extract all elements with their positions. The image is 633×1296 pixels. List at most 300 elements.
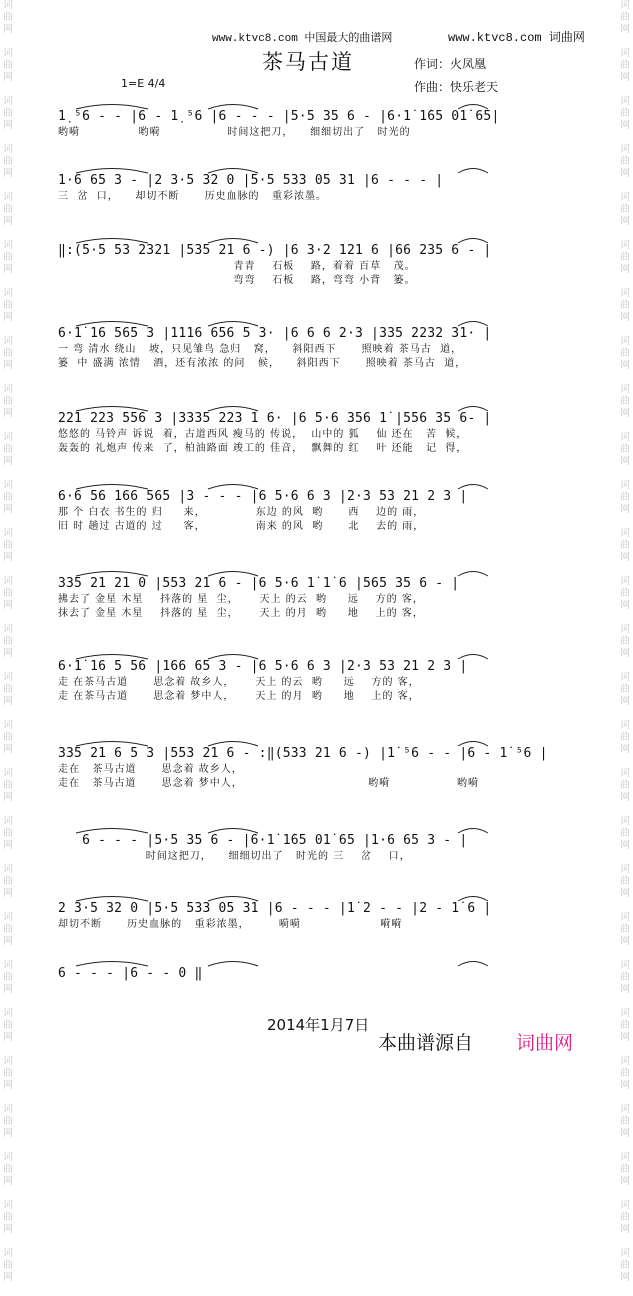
watermark-char: 词 [3,192,13,203]
watermark-char: 网 [3,840,13,851]
watermark-char: 词 [3,768,13,779]
watermark-char: 网 [620,936,630,947]
watermark-gap [2,660,14,672]
watermark-gap [2,1140,14,1152]
score-row [58,575,578,621]
watermark-left [2,0,14,1283]
watermark-char: 词 [620,0,630,11]
notation-line: ‖:(5·5 53 2321 |535 21 6 -) |6 3·2 121 6 |66 235 6 - | [58,243,492,258]
watermark-char: 词 [3,0,13,11]
watermark-char: 曲 [3,1212,13,1223]
slur-arc [458,105,488,110]
watermark-char: 词 [620,624,630,635]
score-row [58,488,578,534]
watermark-gap [2,804,14,816]
score-row [58,242,578,288]
watermark-char: 网 [3,1272,13,1283]
notation-line: 6 - - - |5·5 35 6 - |6·1̇ 1̇65 01̇ 65 |1·6 65 3 - | [58,833,468,848]
watermark-gap [619,372,631,384]
watermark-gap [2,564,14,576]
watermark-gap [619,948,631,960]
watermark-gap [619,132,631,144]
watermark-char: 网 [3,1176,13,1187]
slur-arc [458,485,488,490]
slur-arc [458,322,488,327]
watermark-char: 网 [3,312,13,323]
watermark-char: 词 [620,192,630,203]
watermark-char: 词 [620,288,630,299]
watermark-gap [619,564,631,576]
watermark-char: 网 [620,600,630,611]
watermark-char: 曲 [3,924,13,935]
watermark-gap [619,612,631,624]
lyric-line: 走 在茶马古道 思念着 梦中人， 天上 的月 哟 地 上的 客， [58,691,420,702]
slur-arc [458,572,488,577]
slur-arc [458,962,488,967]
watermark-char: 网 [3,744,13,755]
watermark-char: 曲 [620,300,630,311]
watermark-gap [2,1284,14,1296]
slur-marks [58,735,578,747]
score-row [58,965,578,983]
watermark-char: 曲 [3,396,13,407]
watermark-char: 曲 [3,732,13,743]
watermark-char: 曲 [3,60,13,71]
watermark-char: 网 [3,456,13,467]
watermark-char: 曲 [620,444,630,455]
watermark-char: 词 [620,144,630,155]
watermark-gap [2,420,14,432]
watermark-char: 网 [3,504,13,515]
watermark-char: 词 [620,960,630,971]
watermark-char: 网 [620,648,630,659]
watermark-gap [2,180,14,192]
lyric-line: 三 岔 口， 却切不断 历史血脉的 重彩浓墨。 [58,191,328,202]
notation-line: 2 3·5 32 0 |5·5 533 05 31 |6 - - - |1̇ 2 - - |2 - 1̇ 6 | [58,901,492,916]
watermark-gap [619,1284,631,1296]
watermark-char: 曲 [3,300,13,311]
lyric-line: 弯弯 石板 路，弯弯 小背 篓。 [58,275,416,286]
watermark-char: 网 [3,984,13,995]
watermark-char: 词 [620,1104,630,1115]
watermark-gap [619,420,631,432]
watermark-char: 网 [3,216,13,227]
watermark-char: 词 [3,624,13,635]
watermark-char: 网 [620,312,630,323]
watermark-gap [2,708,14,720]
slur-arc [458,655,488,660]
slur-arc [208,897,258,902]
watermark-char: 曲 [3,1116,13,1127]
watermark-gap [619,804,631,816]
watermark-char: 曲 [620,828,630,839]
watermark-char: 词 [620,720,630,731]
watermark-char: 词 [620,1152,630,1163]
watermark-char: 词 [620,768,630,779]
watermark-char: 曲 [3,636,13,647]
watermark-char: 词 [620,432,630,443]
watermark-char: 词 [620,672,630,683]
lyric-line: 哟嗬 哟嗬 时间这把刀， 细细切出了 时光的 [58,127,411,138]
watermark-char: 词 [3,576,13,587]
watermark-gap [619,852,631,864]
slur-arc [76,897,148,902]
source-label: 本曲谱源自 [378,1032,474,1054]
watermark-char: 词 [620,480,630,491]
watermark-gap [2,1236,14,1248]
watermark-char: 网 [620,1032,630,1043]
watermark-char: 曲 [620,636,630,647]
watermark-gap [2,996,14,1008]
watermark-char: 网 [620,504,630,515]
notation-line: 1·6 65 3 - |2 3·5 32 0 |5·5 533 05 31 |6 - - - | [58,173,444,188]
lyric-line: 却切不断 历史血脉的 重彩浓墨， 嗬嗬 嗬嗬 [58,919,403,930]
notation-line: 1̣ ⁵6 - - |6 - 1̣ ⁵6 |6 - - - |5·5 35 6 - |6·1̇ 1̇65 01̇ 65| [58,109,500,124]
lyric-line: 青青 石板 路，着着 百草 茂。 [58,261,416,272]
watermark-gap [2,1092,14,1104]
slur-arc [208,962,258,967]
slur-arc [208,655,258,660]
watermark-char: 词 [3,1056,13,1067]
score-row [58,900,578,932]
slur-arc [76,485,148,490]
watermark-char: 词 [3,96,13,107]
watermark-char: 词 [3,1008,13,1019]
notation-line: 221 223 556 3 |3335 223 1 6· |6 5·6 356 1̇ |556 35 6- | [58,411,492,426]
slur-arc [208,169,258,174]
watermark-char: 曲 [3,876,13,887]
watermark-char: 曲 [3,204,13,215]
notation-line: 6·1̇ 16 565 3 |1116 656 5 3· |6 6 6 2·3 |335 2232 31· | [58,326,492,341]
watermark-char: 曲 [3,972,13,983]
watermark-char: 词 [3,144,13,155]
watermark-char: 曲 [620,588,630,599]
slur-arc [458,829,488,834]
slur-arc [458,169,488,174]
score-date: 2014年1月7日 [267,1016,370,1034]
watermark-gap [2,756,14,768]
watermark-char: 网 [3,648,13,659]
watermark-char: 词 [3,384,13,395]
watermark-char: 网 [3,1224,13,1235]
watermark-char: 曲 [620,1212,630,1223]
watermark-gap [619,84,631,96]
song-title: 茶马古道 [262,50,354,74]
slur-arc [208,742,258,747]
watermark-char: 网 [3,1128,13,1139]
watermark-gap [2,36,14,48]
watermark-char: 曲 [620,60,630,71]
lyricist-credit: 作词：火凤凰 [414,57,487,71]
slur-arc [458,407,488,412]
watermark-char: 词 [620,240,630,251]
slur-marks [58,955,578,967]
watermark-char: 曲 [3,12,13,23]
watermark-char: 网 [620,696,630,707]
watermark-char: 词 [620,1056,630,1067]
watermark-char: 网 [620,456,630,467]
key-signature: 1=E 4/4 [121,77,166,90]
lyric-line: 那 个 白衣 书生的 归 来， 东边 的风 哟 西 边的 雨， [58,507,425,518]
watermark-char: 网 [3,264,13,275]
watermark-char: 曲 [3,348,13,359]
watermark-char: 曲 [620,780,630,791]
watermark-gap [619,708,631,720]
watermark-char: 词 [620,48,630,59]
slur-arc [76,322,148,327]
watermark-char: 网 [3,696,13,707]
source-brand-link[interactable]: 词曲网 [516,1032,574,1054]
slur-marks [58,162,578,174]
watermark-char: 词 [620,528,630,539]
watermark-char: 网 [620,1224,630,1235]
watermark-gap [619,276,631,288]
watermark-char: 曲 [620,348,630,359]
watermark-gap [619,1236,631,1248]
watermark-char: 词 [3,1152,13,1163]
watermark-char: 曲 [3,1068,13,1079]
watermark-char: 曲 [620,924,630,935]
watermark-char: 词 [3,960,13,971]
lyric-line: 旧 时 趟过 古道的 过 客， 南来 的风 哟 北 去的 雨， [58,521,425,532]
watermark-char: 网 [620,360,630,371]
composer-credit: 作曲：快乐老天 [414,80,499,94]
slur-arc [76,239,148,244]
watermark-gap [619,228,631,240]
watermark-char: 曲 [620,1020,630,1031]
watermark-char: 词 [3,864,13,875]
watermark-gap [619,468,631,480]
watermark-char: 网 [620,168,630,179]
watermark-char: 曲 [3,1020,13,1031]
score-row [58,745,578,791]
watermark-char: 曲 [3,828,13,839]
watermark-char: 曲 [620,1164,630,1175]
watermark-char: 词 [3,1248,13,1259]
score-row [58,325,578,371]
watermark-char: 曲 [620,108,630,119]
notation-line: 335 21 21 0 |553 21 6 - |6 5·6 1̇ 1̇ 6 |565 35 6 - | [58,576,460,591]
watermark-char: 曲 [3,1164,13,1175]
lyric-line: 一 弯 清水 绕山 坡，只见雏鸟 急归 窝， 斜阳西下 照映着 茶马古 道， [58,344,463,355]
watermark-char: 词 [3,480,13,491]
watermark-char: 网 [3,936,13,947]
watermark-char: 曲 [620,204,630,215]
watermark-char: 曲 [3,252,13,263]
watermark-char: 曲 [620,1068,630,1079]
watermark-gap [2,84,14,96]
watermark-char: 词 [3,432,13,443]
watermark-char: 网 [3,408,13,419]
score-row [58,172,578,204]
watermark-char: 网 [3,600,13,611]
watermark-char: 网 [3,120,13,131]
watermark-char: 网 [3,792,13,803]
watermark-char: 曲 [3,1260,13,1271]
watermark-char: 曲 [620,252,630,263]
watermark-char: 网 [620,552,630,563]
watermark-char: 词 [620,336,630,347]
watermark-char: 网 [620,840,630,851]
slur-arc [458,239,488,244]
slur-marks [58,478,578,490]
watermark-char: 曲 [620,876,630,887]
watermark-char: 曲 [3,492,13,503]
watermark-gap [2,132,14,144]
slur-marks [58,315,578,327]
watermark-char: 曲 [3,444,13,455]
lyric-line: 走在 茶马古道 思念着 故乡人， [58,764,243,775]
watermark-gap [619,756,631,768]
watermark-char: 词 [3,816,13,827]
watermark-char: 网 [620,408,630,419]
watermark-gap [2,948,14,960]
lyric-line: 拂去了 金星 木星 抖落的 星 尘， 天上 的云 哟 远 方的 客， [58,594,424,605]
watermark-char: 网 [3,1032,13,1043]
watermark-gap [2,900,14,912]
watermark-char: 曲 [620,396,630,407]
score-row [58,410,578,456]
slur-marks [58,565,578,577]
watermark-gap [619,1044,631,1056]
watermark-char: 网 [620,216,630,227]
watermark-char: 曲 [620,12,630,23]
watermark-char: 网 [620,264,630,275]
notation-line: 6 - - - |6 - - 0 ‖ [58,966,203,981]
slur-arc [458,897,488,902]
watermark-gap [619,516,631,528]
slur-arc [76,742,148,747]
slur-arc [76,962,148,967]
watermark-gap [619,1092,631,1104]
slur-arc [208,485,258,490]
score-row [58,832,578,864]
lyric-line: 轰轰的 礼炮声 传来 了，柏油路面 竣工的 佳音， 飘舞的 红 叶 还能 记 得， [58,443,468,454]
watermark-gap [2,468,14,480]
slur-arc [208,407,258,412]
slur-arc [76,407,148,412]
notation-line: 335 21 6 5 3 |553 21 6 - :‖(533 21 6 -) |1̇ ⁵6 - - |6 - 1̇ ⁵6 | [58,746,548,761]
watermark-char: 词 [620,1008,630,1019]
slur-arc [76,169,148,174]
watermark-char: 词 [620,912,630,923]
watermark-char: 词 [3,720,13,731]
watermark-char: 词 [3,672,13,683]
watermark-char: 曲 [620,540,630,551]
watermark-char: 词 [620,816,630,827]
watermark-gap [2,1044,14,1056]
watermark-char: 词 [3,912,13,923]
slur-arc [458,742,488,747]
watermark-char: 网 [620,1128,630,1139]
watermark-char: 网 [3,552,13,563]
watermark-char: 曲 [3,684,13,695]
watermark-char: 曲 [3,780,13,791]
watermark-char: 词 [620,96,630,107]
watermark-char: 网 [620,1176,630,1187]
lyric-line: 篓 中 盛满 浓情 酒，还有浓浓 的问 候， 斜阳西下 照映着 茶马古 道， [58,358,467,369]
watermark-char: 网 [3,72,13,83]
watermark-char: 词 [620,1200,630,1211]
watermark-gap [2,276,14,288]
watermark-char: 曲 [620,732,630,743]
watermark-char: 词 [3,336,13,347]
watermark-char: 网 [620,1080,630,1091]
watermark-char: 曲 [620,684,630,695]
watermark-gap [619,1188,631,1200]
slur-arc [208,322,258,327]
watermark-char: 网 [3,24,13,35]
watermark-gap [619,180,631,192]
notation-line: 6·6 56 166 565 |3 - - - |6 5·6 6 3 |2·3 53 21 2 3 | [58,489,468,504]
lyric-line: 抹去了 金星 木星 抖落的 星 尘， 天上 的月 哟 地 上的 客， [58,608,424,619]
watermark-gap [2,228,14,240]
watermark-gap [2,612,14,624]
lyric-line: 时间这把刀， 细细切出了 时光的 三 岔 口， [58,851,411,862]
watermark-char: 网 [620,984,630,995]
watermark-char: 曲 [3,588,13,599]
watermark-char: 网 [620,1272,630,1283]
watermark-char: 网 [3,888,13,899]
slur-arc [208,572,258,577]
watermark-char: 曲 [620,492,630,503]
watermark-char: 词 [3,240,13,251]
watermark-char: 曲 [3,156,13,167]
watermark-gap [619,660,631,672]
site-banner-right[interactable]: www.ktvc8.com 词曲网 [448,31,585,45]
slur-marks [58,822,578,834]
watermark-char: 曲 [620,1260,630,1271]
slur-marks [58,890,578,902]
watermark-char: 网 [620,888,630,899]
lyric-line: 走 在茶马古道 思念着 故乡人， 天上 的云 哟 远 方的 客， [58,677,420,688]
slur-arc [76,105,148,110]
watermark-gap [2,516,14,528]
watermark-char: 网 [3,168,13,179]
watermark-gap [2,852,14,864]
site-banner-left[interactable]: www.ktvc8.com 中国最大的曲谱网 [212,33,393,45]
watermark-char: 网 [620,792,630,803]
score-row [58,658,578,704]
watermark-char: 词 [620,864,630,875]
watermark-char: 曲 [3,108,13,119]
slur-arc [76,829,148,834]
slur-marks [58,98,578,110]
slur-arc [208,239,258,244]
watermark-gap [619,1140,631,1152]
watermark-char: 曲 [3,540,13,551]
watermark-char: 曲 [620,156,630,167]
watermark-char: 词 [620,384,630,395]
watermark-gap [619,36,631,48]
lyric-line: 悠悠的 马铃声 诉说 着，古道西风 瘦马的 传说， 山中的 狐 仙 还在 苦 候， [58,429,468,440]
slur-arc [208,829,258,834]
watermark-char: 词 [3,1200,13,1211]
watermark-gap [2,1188,14,1200]
watermark-char: 词 [3,288,13,299]
watermark-char: 网 [620,72,630,83]
watermark-char: 曲 [620,972,630,983]
score-row [58,108,578,140]
slur-marks [58,400,578,412]
watermark-char: 网 [620,744,630,755]
watermark-char: 词 [620,576,630,587]
watermark-gap [2,324,14,336]
watermark-char: 词 [3,528,13,539]
watermark-char: 网 [620,120,630,131]
lyric-line: 走在 茶马古道 思念着 梦中人， 哟嗬 哟嗬 [58,778,480,789]
watermark-gap [619,324,631,336]
